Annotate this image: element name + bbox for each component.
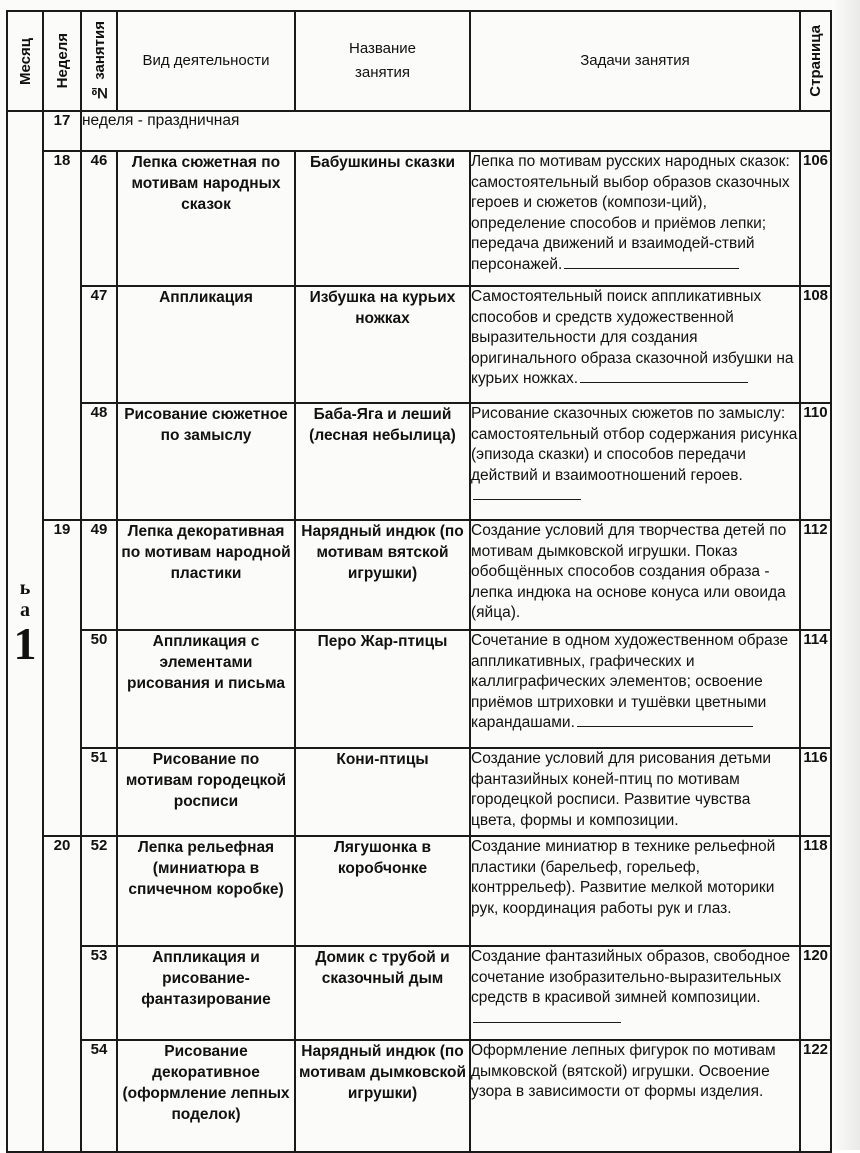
lesson-row (7, 520, 831, 630)
lesson-number: 53 (81, 946, 117, 1040)
lesson-tasks-text: Создание фантазийных образов, свободное сочетание изобразительно-выразительных средств в красивой зимней композиции. (471, 948, 791, 1006)
lesson-row (7, 946, 831, 1040)
page-edge-shadow (834, 0, 860, 1150)
lesson-row (7, 403, 831, 520)
lesson-row (7, 748, 831, 836)
underline-rule (473, 1021, 621, 1023)
week-number: 18 (43, 151, 81, 520)
lesson-number: 49 (81, 520, 117, 630)
lesson-tasks-text: Оформление лепных фигурок по мотивам дымковской (вятской) игрушки. Освоение узора в зависимости от формы изделия. (471, 1042, 776, 1100)
lesson-tasks (470, 151, 800, 286)
activity-type: Лепка декоративная по мотивам народной пластики (117, 520, 295, 630)
lesson-title: Нарядный индюк (по мотивам вятской игрушки) (295, 520, 470, 630)
lesson-tasks-text: Самостоятельный поиск аппликативных способов и средств художественной выразительности для создания оригинального образа сказочной избушки на курьих ножках. (471, 288, 794, 387)
lesson-number: 46 (81, 151, 117, 286)
lesson-title: Бабушкины сказки (295, 151, 470, 286)
header-tasks: Задачи занятия (470, 11, 800, 111)
holiday-text: неделя - праздничная (81, 111, 831, 151)
activity-type: Лепка рельефная (миниатюра в спичечном коробке) (117, 836, 295, 946)
table-header-row (7, 11, 831, 111)
activity-type: Аппликация (117, 286, 295, 403)
holiday-row (7, 111, 831, 151)
header-week: Неделя (43, 11, 81, 111)
underline-rule (564, 267, 739, 269)
lesson-row (7, 630, 831, 748)
activity-type: Аппликация с элементами рисования и письма (117, 630, 295, 748)
lesson-tasks (470, 1040, 800, 1152)
underline-rule (473, 498, 581, 500)
month-cell (7, 111, 43, 1152)
week-number: 20 (43, 836, 81, 1152)
lesson-tasks (470, 520, 800, 630)
underline-rule (580, 381, 748, 383)
lesson-number: 48 (81, 403, 117, 520)
lesson-tasks (470, 403, 800, 520)
lesson-tasks-text: Создание миниатюр в технике рельефной пластики (барельеф, горельеф, контррельеф). Развитие мелкой моторики рук, координация работы рук и глаз. (471, 838, 776, 917)
lesson-tasks (470, 836, 800, 946)
month-label: ь а 1 (13, 577, 37, 669)
lesson-title: Домик с трубой и сказочный дым (295, 946, 470, 1040)
lesson-tasks (470, 748, 800, 836)
header-page: Страница (800, 11, 831, 111)
page-number: 118 (800, 836, 831, 946)
page-number: 110 (800, 403, 831, 520)
lesson-tasks (470, 946, 800, 1040)
lesson-row (7, 1040, 831, 1152)
lesson-title: Нарядный индюк (по мотивам дымковской игрушки) (295, 1040, 470, 1152)
activity-type: Лепка сюжетная по мотивам народных сказок (117, 151, 295, 286)
lesson-row (7, 286, 831, 403)
page-number: 112 (800, 520, 831, 630)
underline-rule (577, 725, 753, 727)
lesson-title: Баба-Яга и леший (лесная небылица) (295, 403, 470, 520)
lesson-number: 51 (81, 748, 117, 836)
lesson-tasks (470, 286, 800, 403)
lesson-tasks-text: Сочетание в одном художественном образе аппликативных, графических и каллиграфических элементов; освоение приёмов штриховки и тушёвки цветными карандашами. (471, 632, 789, 731)
lesson-title: Перо Жар-птицы (295, 630, 470, 748)
header-month: Месяц (7, 11, 43, 111)
page-number: 120 (800, 946, 831, 1040)
lesson-tasks-text: Создание условий для рисования детьми фантазийных коней-птиц по мотивам городецкой росписи. Развитие чувства цвета, формы и композиции. (471, 750, 772, 829)
page-number: 114 (800, 630, 831, 748)
lesson-title: Избушка на курьих ножках (295, 286, 470, 403)
activity-type: Аппликация и рисование-фантазирование (117, 946, 295, 1040)
lesson-tasks-text: Рисование сказочных сюжетов по замыслу: самостоятельный отбор содержания рисунка (эпизода сказки) и способов передачи действий и взаимоотношений героев. (471, 405, 798, 484)
page-number: 106 (800, 151, 831, 286)
lesson-number: 50 (81, 630, 117, 748)
week-number: 19 (43, 520, 81, 836)
page-number: 122 (800, 1040, 831, 1152)
lesson-tasks-text: Лепка по мотивам русских народных сказок: самостоятельный выбор образов сказочных героев и сюжетов (компози-ций), определение способов и приёмов лепки; передача движений и взаимодей-ствий персонажей. (471, 153, 790, 273)
lesson-title: Лягушонка в коробчонке (295, 836, 470, 946)
lesson-tasks (470, 630, 800, 748)
activity-type: Рисование сюжетное по замыслу (117, 403, 295, 520)
lesson-row (7, 836, 831, 946)
lesson-tasks-text: Создание условий для творчества детей по мотивам дымковской игрушки. Показ обобщённых способов создания образа - лепка индюка на основе конуса или овоида (яйца). (471, 522, 787, 621)
lesson-row (7, 151, 831, 286)
header-activity: Вид деятельности (117, 11, 295, 111)
lesson-plan-table (6, 10, 832, 1153)
header-lesson-no: № занятия (81, 11, 117, 111)
page-number: 108 (800, 286, 831, 403)
lesson-number: 54 (81, 1040, 117, 1152)
activity-type: Рисование по мотивам городецкой росписи (117, 748, 295, 836)
lesson-title: Кони-птицы (295, 748, 470, 836)
lesson-number: 52 (81, 836, 117, 946)
page-number: 116 (800, 748, 831, 836)
activity-type: Рисование декоративное (оформление лепных поделок) (117, 1040, 295, 1152)
holiday-week-number: 17 (43, 111, 81, 151)
header-title: Название занятия (295, 11, 470, 111)
lesson-number: 47 (81, 286, 117, 403)
